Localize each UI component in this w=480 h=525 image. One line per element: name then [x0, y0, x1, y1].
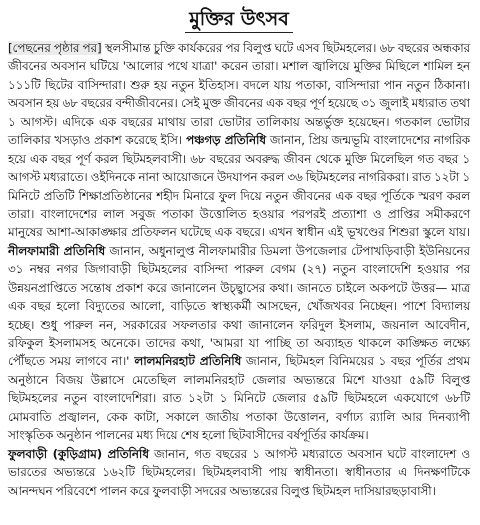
- dateline-nilphamari: নীলফামারী প্রতিনিধি: [8, 243, 106, 258]
- dateline-panchagarh: পঞ্চগড় প্রতিনিধি: [181, 133, 266, 148]
- article-title: মুক্তির উৎসব: [185, 6, 293, 33]
- dateline-phulbari: ফুলবাড়ী (কুড়িগ্রাম) প্রতিনিধি: [8, 446, 149, 461]
- paragraph-lalmonirhat: জানান, ছিটমহল বিনিময়ের ১ বছর পূর্তির প্রথম অনুষ্ঠানে বিজয় উল্লাসে মেতেছিল লালমনিরহাট জেলার অভ্যন্তরে মিশে যাওয়া ৫৯টি বিলুপ্ত ছিটমহলের নতুন বাংলাদেশিরা। রাত ১২টা ১ মিনিটে জেলার ৫৯টি ছিটমহলে একযোগে ৬৮টি মোমবাতি প্রজ্বালন, কেক কাটা, সকালে জাতীয় পতাকা উত্তোলন, বর্ণাঢ্য র‍্যালি আর দিনব্যাপী সাংস্কৃতিক অনুষ্ঠান পালনের মধ্য দিয়ে শেষ হলো ছিটবাসীদের বর্ষপূর্তির কার্যক্রম।: [8, 354, 470, 443]
- article-header: [8, 6, 470, 34]
- continuation-label: [পেছনের পৃষ্ঠার পর]: [8, 41, 102, 55]
- paragraph-panchagarh: জানান, প্রিয় জন্মভূমি বাংলাদেশের নাগরিক হয়ে এক বছর পূর্ণ করল ছিটমহলবাসী। ৬৮ বছরের অবরুদ্ধ জীবন থেকে মুক্তি মিলেছিল গত বছর ১ আগস্ট মধ্যরাতে। ওইদিনকে নানা আয়োজনে উদযাপন করল ৩৬ ছিটমহলের নাগরিকরা। রাত ১২টা ১ মিনিটে প্রতিটি শিক্ষাপ্রতিষ্ঠানের শহীদ মিনারে ফুল দিয়ে নতুন জীবনের এক বছর পূর্তিকে স্মরণ করল তারা। বাংলাদেশের লাল সবুজ পতাকা উত্তোলিত হওয়ার পরপরই প্রত্যাশা ও প্রাপ্তির সমীকরণে মানুষের আশা-আকাঙ্ক্ষার প্রতিফলন ঘটেছে এক বছরে। এখন স্বাধীন এই ভূখণ্ডের শিশুরা স্কুলে যায়।: [8, 133, 470, 240]
- dateline-lalmonirhat: লালমনিরহাট প্রতিনিধি: [129, 354, 242, 369]
- paragraph-phulbari: জানান, গত বছরের ১ আগস্ট মধ্যরাতে অবসান ঘটে বাংলাদেশ ও ভারতের অভ্যন্তরে ১৬২টি ছিটমহলের। ছিটমহলবাসী পায় স্বাধীনতা। স্বাধীনতার এ দিনক্ষণটিকে আনন্দঘন পরিবেশে পালন করে ফুলবাড়ী সদরের অভ্যন্তরের বিলুপ্ত ছিটমহল দাসিয়ারছড়াবাসী।: [8, 446, 470, 498]
- article-body: [8, 39, 470, 500]
- paragraph-intro: স্থলসীমান্ত চুক্তি কার্যকরের পর বিলুপ্ত ঘটে এসব ছিটমহলের। ৬৮ বছরের অন্ধকার জীবনের অবসান ঘটিয়ে 'আলোর পথে যাত্রা' করেন তারা। মশাল জ্বালিয়ে মুক্তির মিছিলে শামিল হন ১১১টি ছিটের বাসিন্দারা। শুরু হয় নতুন ইতিহাস। বদলে যায় পতাকা, বাসিন্দারা পান নতুন ঠিকানা। অবসান হয় ৬৮ বছরের বন্দীজীবনের। সেই মুক্ত জীবনের এক বছর পূর্ণ হয়েছে ৩১ জুলাই মধ্যরাত তথা ১ আগস্ট। এদিকে এক বছরের মাথায় তারা ভোটার তালিকায় অন্তর্ভুক্ত হয়েছেন। গতকাল ভোটার তালিকার খসড়াও প্রকাশ করেছে ইসি।: [8, 41, 470, 148]
- paragraph-nilphamari: জানান, অধুনালুপ্ত নীলফামারীর ডিমলা উপজেলার টেপাখড়িবাড়ী ইউনিয়নের ৩১ নম্বর নগর জিগাবাড়ী ছিটমহলের বাসিন্দা পারুল বেগম (২৭) নতুন বাংলাদেশি হওয়ার পর উন্নয়নপ্রাপ্তিতে সন্তোষ প্রকাশ করে জানালেন উচ্ছ্বাসের কথা। জানতে চাইলে অকপটে উত্তর— মাত্র এক বছর হলো বিদ্যুতের আলো, বাড়িতে স্বাস্থ্যকর্মী আসছেন, খোঁজখবর নিচ্ছেন। পাশে বিদ্যালয় হচ্ছে। শুধু পারুল নন, সরকারের সফলতার কথা জানালেন ফরিদুল ইসলাম, জয়নাল আবেদীন, রফিকুল ইসলামসহ অনেকে। তাদের কথা, 'আমরা যা পাচ্ছি তা অব্যাহত থাকলে কাঙ্ক্ষিত লক্ষ্যে পৌঁছতে সময় লাগবে না।': [8, 243, 470, 369]
